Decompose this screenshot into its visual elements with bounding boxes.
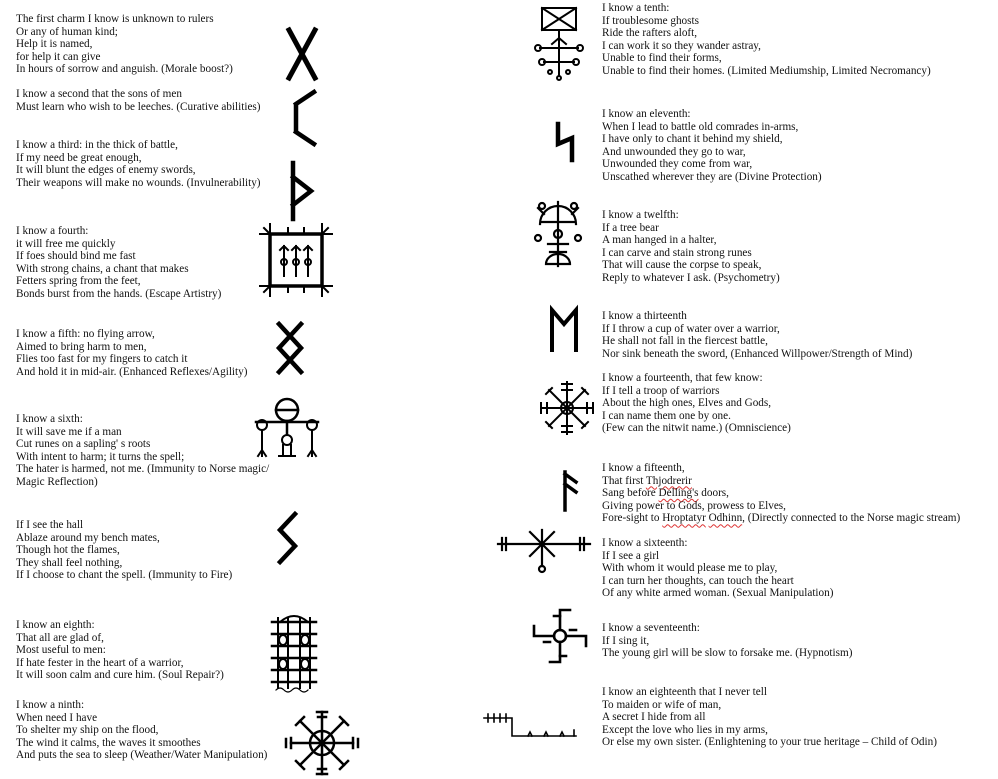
charm-line: With strong chains, a chant that makes bbox=[16, 262, 189, 275]
charm-line: It will save me if a man bbox=[16, 425, 122, 438]
charm-line: If a tree bear bbox=[602, 221, 659, 234]
charm-line: Of any white armed woman. (Sexual Manipulation) bbox=[602, 587, 834, 600]
charm-fourth bbox=[16, 225, 221, 301]
charm-line: And hold it in mid-air. (Enhanced Reflexes/Agility) bbox=[16, 365, 248, 378]
charm-line: it will free me quickly bbox=[16, 237, 116, 250]
aegishjalmur-icon bbox=[538, 380, 596, 436]
charm-line: The hater is harmed, not me. (Immunity to Norse magic/ bbox=[16, 463, 270, 476]
charm-line: To shelter my ship on the flood, bbox=[16, 724, 159, 737]
charm-second bbox=[16, 88, 261, 113]
charm-line: If troublesome ghosts bbox=[602, 14, 699, 27]
charm-eleventh bbox=[602, 108, 822, 184]
charm-line: I know a fifth: no flying arrow, bbox=[16, 328, 155, 340]
charm-line: for help it can give bbox=[16, 50, 101, 63]
charm-line: About the high ones, Elves and Gods, bbox=[602, 397, 772, 410]
charm-fifteenth bbox=[602, 462, 960, 525]
charm-line: I know a third: in the thick of battle, bbox=[16, 139, 178, 151]
sowilo-rune-icon bbox=[276, 512, 300, 564]
charm-line: And puts the sea to sleep (Weather/Water Manipulation) bbox=[16, 749, 268, 762]
charm-line: Unscathed wherever they are (Divine Protection) bbox=[602, 170, 822, 183]
charm-line: He shall not fall in the fiercest battle, bbox=[602, 335, 768, 348]
charm-line: Giving power to Gods, prowess to Elves, bbox=[602, 499, 786, 512]
charm-line: Unable to find their forms, bbox=[602, 52, 722, 65]
charm-line: Aimed to bring harm to men, bbox=[16, 340, 147, 353]
charm-line: Fetters spring from the feet, bbox=[16, 275, 141, 288]
necromancy-stave-icon bbox=[532, 198, 584, 268]
circle-figures-stave-icon bbox=[250, 398, 322, 460]
charm-sixteenth bbox=[602, 537, 833, 600]
charm-line: That first Thjodrerir bbox=[602, 474, 692, 487]
charm-line: The first charm I know is unknown to rulers bbox=[16, 13, 214, 25]
charm-seventh bbox=[16, 519, 232, 582]
charm-line: I have only to chant it behind my shield, bbox=[602, 133, 783, 146]
charm-line: If I see a girl bbox=[602, 549, 660, 562]
charm-sixth bbox=[16, 413, 269, 489]
charm-eighth bbox=[16, 619, 224, 682]
charm-line: If foes should bind me fast bbox=[16, 250, 136, 263]
gebo-rune-icon bbox=[285, 28, 319, 80]
charm-twelfth bbox=[602, 209, 780, 285]
charm-third bbox=[16, 139, 261, 189]
charm-line: Reply to whatever I ask. (Psychometry) bbox=[602, 271, 780, 284]
charm-line: If I see the hall bbox=[16, 519, 84, 531]
charm-line: They shall feel nothing, bbox=[16, 556, 123, 569]
charm-line: A man hanged in a halter, bbox=[602, 234, 717, 247]
charm-line: It will blunt the edges of enemy swords, bbox=[16, 164, 196, 177]
charm-line: Ride the rafters aloft, bbox=[602, 27, 698, 40]
charm-line: If I throw a cup of water over a warrior, bbox=[602, 322, 780, 335]
charm-line: I know an eighteenth that I never tell bbox=[602, 686, 767, 698]
charm-fourteenth bbox=[602, 372, 791, 435]
charm-line: Or any of human kind; bbox=[16, 25, 118, 38]
charm-line: Most useful to men: bbox=[16, 644, 106, 657]
charm-line: Or else my own sister. (Enlightening to your true heritage – Child of Odin) bbox=[602, 736, 937, 749]
cross-stave-icon bbox=[496, 528, 592, 574]
charm-line: Unwounded they come from war, bbox=[602, 158, 753, 171]
branch-stave-icon bbox=[482, 710, 578, 740]
charm-line: Help it is named, bbox=[16, 38, 93, 51]
ehwaz-rune-icon bbox=[548, 306, 580, 352]
charm-line: I can carve and stain strong runes bbox=[602, 246, 752, 259]
charm-line: The wind it calms, the waves it smoothes bbox=[16, 736, 201, 749]
charm-line: I know a second that the sons of men bbox=[16, 88, 182, 100]
charm-line: I know a fourth: bbox=[16, 225, 89, 237]
swirl-stave-icon bbox=[530, 606, 590, 666]
charm-line: If I tell a troop of warriors bbox=[602, 384, 720, 397]
charm-line: Sang before Delling's doors, bbox=[602, 487, 729, 500]
charm-line: Except the love who lies in my arms, bbox=[602, 723, 768, 736]
charm-line: With whom it would please me to play, bbox=[602, 562, 778, 575]
charm-line: With intent to harm; it turns the spell; bbox=[16, 450, 185, 463]
charm-line: I know a sixteenth: bbox=[602, 537, 688, 549]
charm-line: I can work it so they wander astray, bbox=[602, 39, 761, 52]
charm-line: And unwounded they go to war, bbox=[602, 145, 746, 158]
charm-line: In hours of sorrow and anguish. (Morale boost?) bbox=[16, 63, 233, 76]
charm-line: Cut runes on a sapling' s roots bbox=[16, 438, 151, 451]
charm-line: When need I have bbox=[16, 711, 98, 724]
charm-line: I know a sixth: bbox=[16, 413, 83, 425]
charm-ninth bbox=[16, 699, 267, 762]
charm-line: I know a seventeenth: bbox=[602, 622, 700, 634]
charm-first bbox=[16, 13, 233, 76]
perthro-rune-icon bbox=[290, 90, 316, 146]
double-diamond-rune-icon bbox=[275, 322, 305, 374]
charm-line: I know a ninth: bbox=[16, 699, 85, 711]
charm-line: That will cause the corpse to speak, bbox=[602, 259, 762, 272]
charm-line: Bonds burst from the hands. (Escape Artistry) bbox=[16, 287, 222, 300]
charm-seventeenth bbox=[602, 622, 852, 660]
charm-line: (Few can the nitwit name.) (Omniscience) bbox=[602, 422, 791, 435]
charm-line: If my need be great enough, bbox=[16, 151, 142, 164]
charm-line: Nor sink beneath the sword, (Enhanced Willpower/Strength of Mind) bbox=[602, 347, 913, 360]
thurisaz-rune-icon bbox=[289, 163, 315, 219]
charm-fifth bbox=[16, 328, 247, 378]
charm-line: I know an eighth: bbox=[16, 619, 95, 631]
ghost-stave-icon bbox=[530, 4, 590, 80]
charm-line: Though hot the flames, bbox=[16, 544, 120, 557]
charm-line: If I sing it, bbox=[602, 634, 650, 647]
charm-line: I know a fifteenth, bbox=[602, 462, 685, 474]
charm-line: I know a thirteenth bbox=[602, 310, 687, 322]
charm-line: I know an eleventh: bbox=[602, 108, 691, 120]
charm-eighteenth bbox=[602, 686, 937, 749]
ansuz-rune-icon bbox=[560, 470, 580, 512]
binding-stave-icon bbox=[258, 222, 334, 298]
charm-line: When I lead to battle old comrades in-arms, bbox=[602, 120, 799, 133]
charm-line: That all are glad of, bbox=[16, 631, 104, 644]
charm-line: I can turn her thoughts, can touch the heart bbox=[602, 574, 794, 587]
charm-line: Unable to find their homes. (Limited Mediumship, Limited Necromancy) bbox=[602, 64, 931, 77]
charm-line: Ablaze around my bench mates, bbox=[16, 531, 160, 544]
charm-line: I can name them one by one. bbox=[602, 409, 731, 422]
charm-line: If I choose to chant the spell. (Immunity to Fire) bbox=[16, 569, 233, 582]
charm-tenth bbox=[602, 2, 931, 78]
charm-line: I know a fourteenth, that few know: bbox=[602, 372, 763, 384]
charm-line: To maiden or wife of man, bbox=[602, 698, 722, 711]
charm-line: Flies too fast for my fingers to catch it bbox=[16, 353, 188, 366]
charm-line: If hate fester in the heart of a warrior, bbox=[16, 656, 184, 669]
charm-line: I know a twelfth: bbox=[602, 209, 679, 221]
ladder-stave-icon bbox=[266, 612, 322, 696]
charm-line: The young girl will be slow to forsake me. (Hypnotism) bbox=[602, 647, 853, 660]
vegvisir-icon bbox=[284, 708, 360, 778]
sigel-rune-icon bbox=[554, 122, 576, 162]
charm-line: A secret I hide from all bbox=[602, 711, 706, 724]
charm-line: Magic Reflection) bbox=[16, 475, 98, 488]
charm-line: Fore-sight to Hroptatyr Odhinn, (Directly connected to the Norse magic stream) bbox=[602, 512, 961, 525]
charm-thirteenth bbox=[602, 310, 912, 360]
charm-line: Must learn who wish to be leeches. (Curative abilities) bbox=[16, 100, 261, 113]
charm-line: Their weapons will make no wounds. (Invulnerability) bbox=[16, 176, 261, 189]
charm-line: It will soon calm and cure him. (Soul Repair?) bbox=[16, 669, 224, 682]
charm-line: I know a tenth: bbox=[602, 2, 670, 14]
